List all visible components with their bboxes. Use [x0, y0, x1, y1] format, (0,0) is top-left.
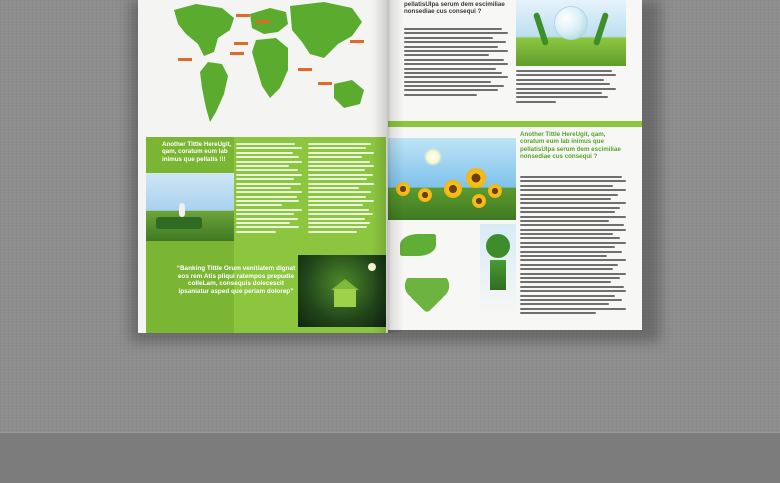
map-marker: [350, 40, 364, 43]
world-map: [138, 0, 388, 136]
moon-shape: [368, 263, 376, 271]
map-marker: [256, 20, 270, 23]
map-marker: [318, 82, 332, 85]
map-marker: [230, 52, 244, 55]
heart-shape: [409, 278, 446, 313]
garden-photo: [146, 173, 234, 241]
hands-leaf-photo: [388, 226, 452, 268]
person-figure: [179, 203, 185, 217]
sunflower: [466, 168, 486, 188]
grass-heart-photo: [400, 278, 456, 320]
arrow-left-shape: [533, 12, 549, 46]
sunflower: [418, 188, 432, 202]
right-top-text-col-1: [404, 28, 508, 98]
map-marker: [298, 68, 312, 71]
map-marker: [234, 42, 248, 45]
left-page: [138, 0, 388, 333]
green-feature-panel: [146, 137, 386, 333]
body-text-column-2: [308, 143, 374, 235]
sunflower-field-photo: [388, 138, 516, 220]
house-shape: [334, 289, 356, 307]
trophy-globe-shape: [486, 234, 510, 258]
green-panel-heading: Another Tittle HereUgit, qam, coratum eum lab inimus que pellatis !!!: [162, 141, 232, 163]
right-page: [388, 0, 642, 330]
right-top-text-col-2: [516, 70, 616, 105]
sunflower: [472, 194, 486, 208]
glass-globe-shape: [554, 6, 588, 40]
sun-glow: [424, 148, 442, 166]
globe-seedling-photo: [516, 0, 626, 66]
eco-house-photo: [298, 255, 386, 327]
world-map-area: [138, 0, 388, 136]
sunflower: [444, 180, 462, 198]
arrow-right-shape: [593, 12, 609, 46]
leaf-shape: [400, 234, 436, 256]
trophy-base-shape: [490, 260, 506, 290]
right-bottom-heading: Another Tittle HereUgit, qam, coratum eum lab inimus que pellatisUIpa serum dem escimiliae nonsediae cus consequi ?: [520, 131, 621, 161]
right-top-heading: pellatisUIpa serum dem escimiliae nonsediae cus consequi ?: [404, 1, 505, 16]
green-trophy-photo: [480, 224, 516, 314]
map-marker: [178, 58, 192, 61]
right-bottom-text-col: [520, 176, 626, 317]
green-separator-bar: [388, 121, 642, 127]
hedge-shape: [156, 217, 202, 229]
body-text-column-1: [236, 143, 302, 235]
table-edge: [0, 432, 780, 483]
sunflower: [488, 184, 502, 198]
map-marker: [236, 14, 250, 17]
pull-quote: “Banking Tittle Orum venitiatem dignat eos rem Atis pliqui ratempos prepudie colleLam, consequis dolecescit ipsaniatur asped que periam dolorep”: [176, 265, 296, 295]
sunflower: [396, 182, 410, 196]
